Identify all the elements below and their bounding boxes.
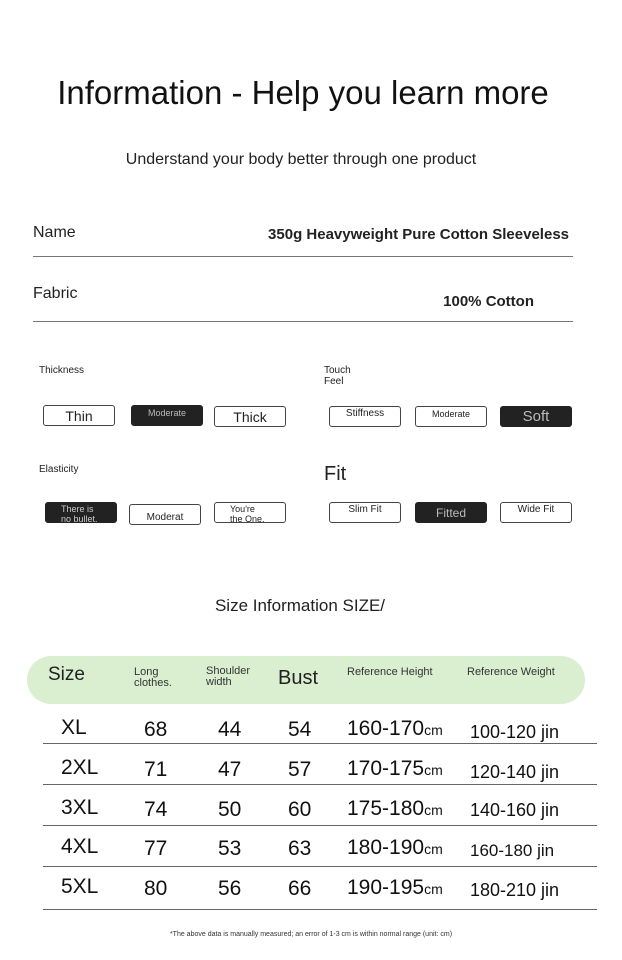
fit-option-wide: Wide Fit	[500, 502, 572, 523]
thickness-label: Thickness	[39, 365, 85, 376]
cell-length: 71	[144, 758, 168, 781]
cell-weight: 100-120 jin	[470, 722, 560, 742]
header-height: Reference Height	[347, 666, 433, 678]
cell-weight: 160-180 jin	[470, 841, 555, 860]
cell-size: XL	[61, 716, 87, 739]
cell-shoulder: 50	[218, 798, 242, 821]
divider	[33, 256, 573, 257]
touch-option-moderate: Moderate	[415, 406, 487, 427]
cell-bust: 66	[288, 877, 312, 900]
table-row	[0, 756, 622, 796]
fit-label: Fit	[324, 463, 347, 485]
divider	[43, 866, 597, 867]
divider	[43, 784, 597, 785]
cell-height: 175-180cm	[347, 797, 443, 820]
name-value: 350g Heavyweight Pure Cotton Sleeveless	[268, 226, 569, 243]
size-section-title: Size Information SIZE/	[214, 596, 386, 615]
footnote: *The above data is manually measured; an error of 1-3 cm is within normal range (unit: cm)	[169, 931, 453, 938]
touch-option-soft-selected: Soft	[500, 406, 572, 427]
page-title: Information - Help you learn more	[57, 74, 549, 111]
header-bust: Bust	[278, 667, 319, 689]
table-row	[0, 716, 622, 756]
page-subtitle: Understand your body better through one product	[125, 151, 477, 168]
header-size: Size	[48, 664, 85, 685]
elasticity-option-youre-the-one: You're the One.	[214, 502, 286, 523]
cell-height: 180-190cm	[347, 836, 443, 859]
divider	[43, 825, 597, 826]
cell-shoulder: 56	[218, 877, 242, 900]
header-length: Long clothes.	[134, 666, 172, 689]
elasticity-option-no-bullet-selected: There is no bullet.	[45, 502, 117, 523]
thickness-option-thick: Thick	[214, 406, 286, 427]
cell-bust: 60	[288, 798, 312, 821]
thickness-option-moderate-selected: Moderate	[131, 405, 203, 426]
cell-length: 77	[144, 837, 168, 860]
header-shoulder: Shoulder width	[206, 665, 251, 688]
cell-height: 160-170cm	[347, 717, 443, 740]
name-label: Name	[33, 224, 76, 241]
header-weight: Reference Weight	[467, 666, 555, 678]
fabric-label: Fabric	[33, 285, 78, 302]
cell-bust: 54	[288, 718, 312, 741]
divider	[43, 909, 597, 910]
elasticity-label: Elasticity	[39, 464, 79, 475]
cell-bust: 57	[288, 758, 312, 781]
touch-feel-label: Touch Feel	[324, 365, 351, 387]
cell-length: 80	[144, 877, 168, 900]
divider	[43, 743, 597, 744]
table-row	[0, 835, 622, 875]
cell-weight: 180-210 jin	[470, 880, 560, 900]
cell-weight: 140-160 jin	[470, 800, 560, 820]
cell-length: 74	[144, 798, 168, 821]
cell-size: 3XL	[61, 796, 99, 819]
cell-size: 5XL	[61, 875, 99, 898]
cell-length: 68	[144, 718, 168, 741]
elasticity-option-moderate: Moderat	[129, 504, 201, 525]
cell-bust: 63	[288, 837, 312, 860]
cell-shoulder: 47	[218, 758, 242, 781]
cell-height: 170-175cm	[347, 757, 443, 780]
divider	[33, 321, 573, 322]
table-row	[0, 796, 622, 836]
fit-option-slim: Slim Fit	[329, 502, 401, 523]
cell-weight: 120-140 jin	[470, 762, 560, 782]
cell-height: 190-195cm	[347, 876, 443, 899]
fabric-value: 100% Cotton	[443, 293, 534, 310]
thickness-option-thin: Thin	[43, 405, 115, 426]
cell-shoulder: 53	[218, 837, 242, 860]
touch-option-stiffness: Stiffness	[329, 406, 401, 427]
cell-shoulder: 44	[218, 718, 242, 741]
fit-option-fitted-selected: Fitted	[415, 502, 487, 523]
cell-size: 2XL	[61, 756, 99, 779]
cell-size: 4XL	[61, 835, 99, 858]
